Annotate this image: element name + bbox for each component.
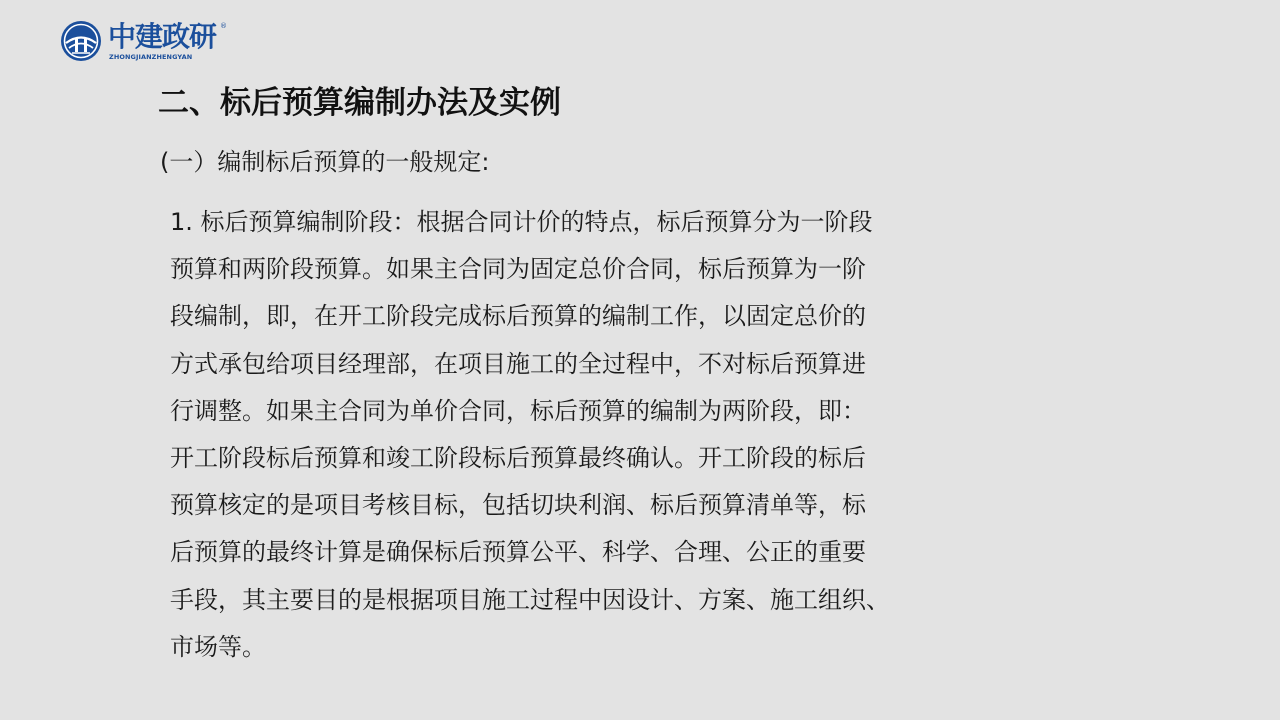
- company-logo: [60, 20, 240, 64]
- paragraph-line: 行调整。如果主合同为单价合同，标后预算的编制为两阶段，即：: [170, 396, 866, 425]
- paragraph-line: 手段，其主要目的是根据项目施工过程中因设计、方案、施工组织、: [170, 585, 890, 614]
- paragraph-line: 开工阶段标后预算和竣工阶段标后预算最终确认。开工阶段的标后: [170, 444, 866, 473]
- registered-mark: ®: [220, 22, 227, 30]
- paragraph-line: 预算和两阶段预算。如果主合同为固定总价合同，标后预算为一阶: [170, 255, 866, 284]
- paragraph-line: 方式承包给项目经理部，在项目施工的全过程中，不对标后预算进: [170, 349, 866, 378]
- section-subtitle: (一）编制标后预算的一般规定:: [160, 148, 490, 176]
- paragraph-line: 后预算的最终计算是确保标后预算公平、科学、合理、公正的重要: [170, 538, 866, 567]
- paragraph-line: 市场等。: [170, 632, 266, 661]
- paragraph-line: 1. 标后预算编制阶段：根据合同计价的特点，标后预算分为一阶段: [170, 208, 873, 236]
- logo-name-cn: 中建政研: [108, 20, 217, 53]
- body-paragraph: [170, 199, 960, 671]
- slide-title: 二、标后预算编制办法及实例: [158, 85, 561, 121]
- paragraph-line: 预算核定的是项目考核目标，包括切块利润、标后预算清单等，标: [170, 491, 866, 520]
- globe-emblem-icon: [60, 20, 102, 62]
- paragraph-line: 段编制，即，在开工阶段完成标后预算的编制工作，以固定总价的: [170, 302, 866, 331]
- logo-name-en: ZHONGJIANZHENGYAN: [109, 53, 193, 61]
